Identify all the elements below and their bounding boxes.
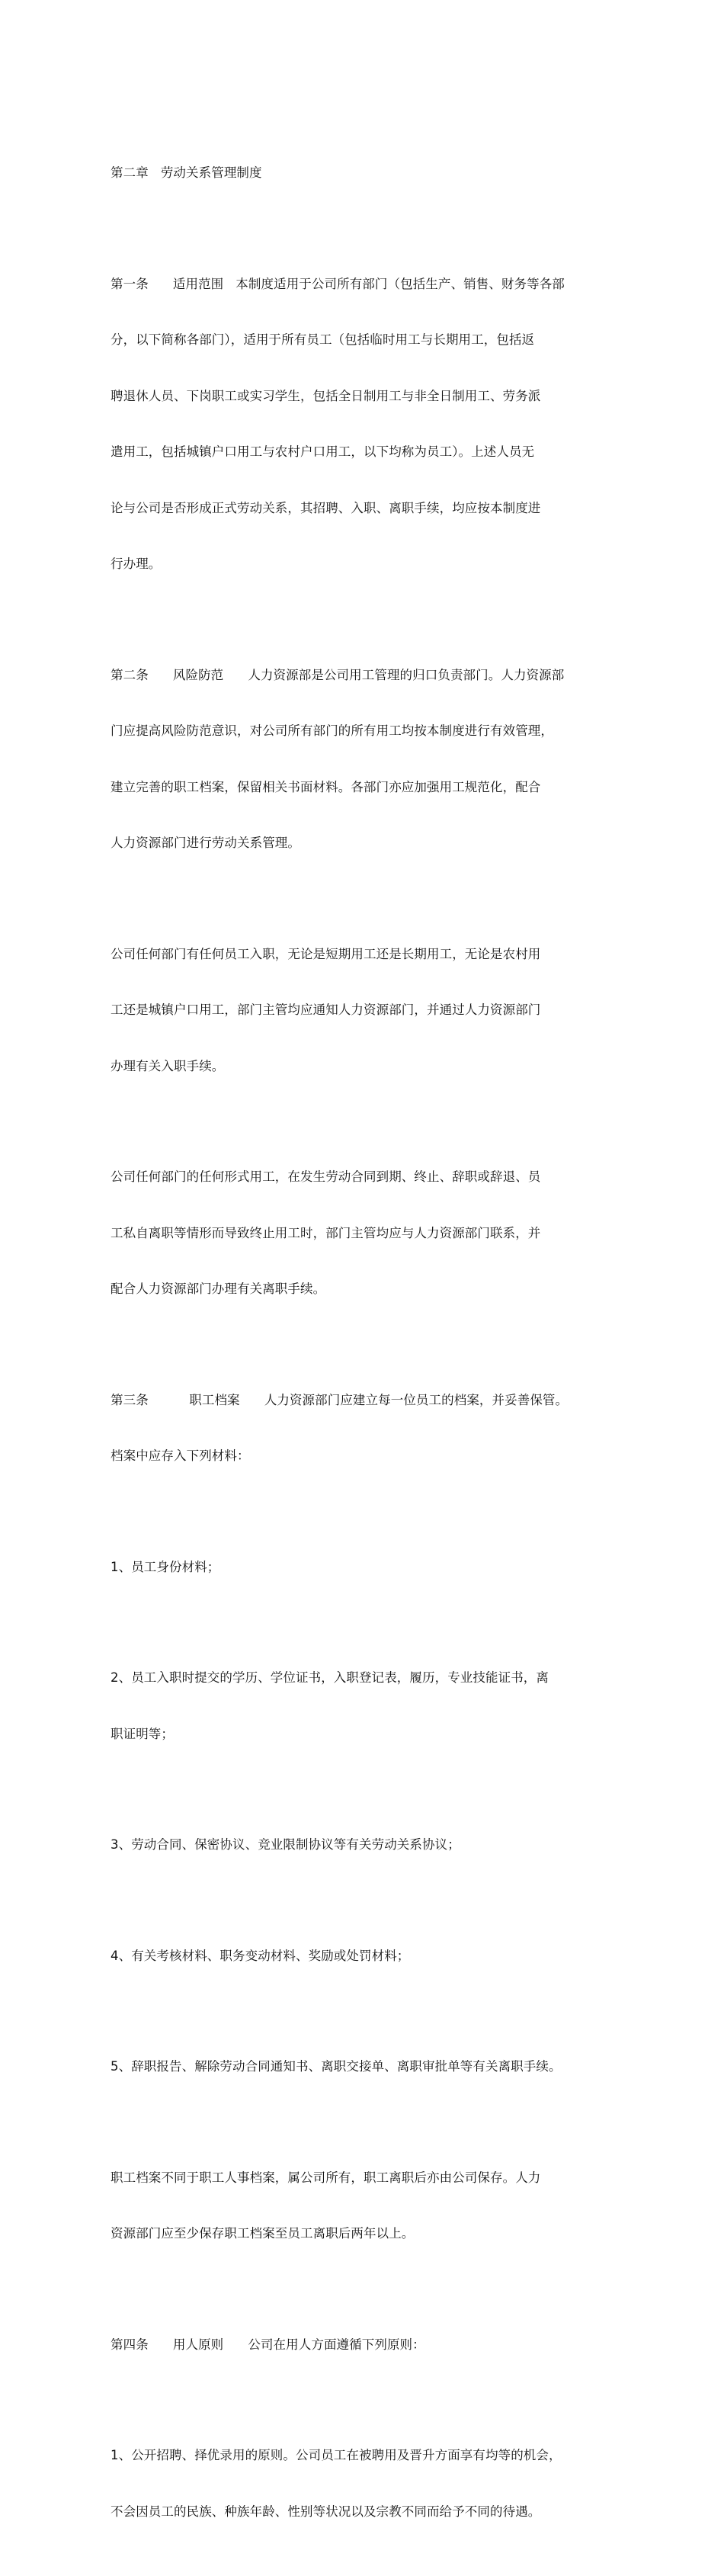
onboarding-line: 工还是城镇户口用工，部门主管均应通知人力资源部门，并通过人力资源部门 bbox=[111, 1002, 541, 1017]
chapter-title bbox=[111, 127, 591, 220]
list-item-line: 3、劳动合同、保密协议、竞业限制协议等有关劳动关系协议； bbox=[111, 1837, 460, 1852]
onboarding-line: 公司任何部门有任何员工入职，无论是短期用工还是长期用工，无论是农村用 bbox=[111, 946, 541, 961]
article-2-line: 门应提高风险防范意识，对公司所有部门的所有用工均按本制度进行有效管理， bbox=[111, 723, 553, 738]
document-body bbox=[111, 127, 591, 2576]
offboarding-line: 工私自离职等情形而导致终止用工时，部门主管均应与人力资源部门联系，并 bbox=[111, 1225, 541, 1240]
article-2-line: 第二条 风险防范 人力资源部是公司用工管理的归口负责部门。人力资源部 bbox=[111, 667, 565, 682]
article-1-line: 遣用工，包括城镇户口用工与农村户口用工，以下均称为员工）。上述人员无 bbox=[111, 444, 535, 459]
article-4-principles bbox=[111, 2299, 591, 2392]
article-1-line: 分，以下简称各部门），适用于所有员工（包括临时用工与长期用工，包括返 bbox=[111, 332, 535, 347]
chapter-title-text: 第二章 劳动关系管理制度 bbox=[111, 165, 262, 180]
article-2-line: 人力资源部门进行劳动关系管理。 bbox=[111, 836, 300, 850]
list-item-line: 5、辞职报告、解除劳动合同通知书、离职交接单、离职审批单等有关离职手续。 bbox=[111, 2059, 562, 2074]
article-3-line: 档案中应存入下列材料： bbox=[111, 1448, 250, 1463]
principle-1 bbox=[111, 2409, 591, 2558]
article-1-line: 论与公司是否形成正式劳动关系，其招聘、入职、离职手续，均应按本制度进 bbox=[111, 500, 541, 515]
list-item-1 bbox=[111, 1521, 591, 1615]
article-1-line: 聘退休人员、下岗职工或实习学生，包括全日制用工与非全日制用工、劳务派 bbox=[111, 388, 541, 403]
article-1-scope bbox=[111, 238, 591, 611]
archive-retention-paragraph bbox=[111, 2132, 591, 2281]
offboarding-line: 公司任何部门的任何形式用工，在发生劳动合同到期、终止、辞职或辞退、员 bbox=[111, 1169, 541, 1184]
list-item-line: 2、员工入职时提交的学历、学位证书，入职登记表，履历，专业技能证书，离 bbox=[111, 1670, 549, 1685]
article-3-archive bbox=[111, 1354, 591, 1503]
principle-1-line: 1、公开招聘、择优录用的原则。公司员工在被聘用及晋升方面享有均等的机会， bbox=[111, 2448, 562, 2462]
offboarding-line: 配合人力资源部门办理有关离职手续。 bbox=[111, 1282, 326, 1296]
onboarding-paragraph bbox=[111, 908, 591, 1114]
archive-retention-line: 资源部门应至少保存职工档案至员工离职后两年以上。 bbox=[111, 2226, 415, 2241]
list-item-5 bbox=[111, 2020, 591, 2114]
article-1-line: 行办理。 bbox=[111, 557, 162, 571]
list-item-4 bbox=[111, 1910, 591, 2003]
principle-1-line: 不会因员工的民族、种族年龄、性别等状况以及宗教不同而给予不同的待遇。 bbox=[111, 2504, 541, 2519]
onboarding-line: 办理有关入职手续。 bbox=[111, 1058, 225, 1073]
list-item-line: 1、员工身份材料； bbox=[111, 1559, 220, 1574]
article-1-line: 第一条 适用范围 本制度适用于公司所有部门（包括生产、销售、财务等各部 bbox=[111, 276, 565, 291]
article-2-risk bbox=[111, 629, 591, 890]
list-item-line: 职证明等； bbox=[111, 1726, 174, 1741]
article-4-line: 第四条 用人原则 公司在用人方面遵循下列原则： bbox=[111, 2337, 425, 2352]
offboarding-paragraph bbox=[111, 1131, 591, 1336]
article-3-line: 第三条 职工档案 人力资源部门应建立每一位员工的档案，并妥善保管。 bbox=[111, 1392, 569, 1407]
archive-retention-line: 职工档案不同于职工人事档案，属公司所有，职工离职后亦由公司保存。人力 bbox=[111, 2170, 541, 2185]
list-item-2 bbox=[111, 1631, 591, 1781]
list-item-line: 4、有关考核材料、职务变动材料、奖励或处罚材料； bbox=[111, 1948, 410, 1963]
list-item-3 bbox=[111, 1798, 591, 1892]
article-2-line: 建立完善的职工档案，保留相关书面材料。各部门亦应加强用工规范化，配合 bbox=[111, 779, 541, 794]
